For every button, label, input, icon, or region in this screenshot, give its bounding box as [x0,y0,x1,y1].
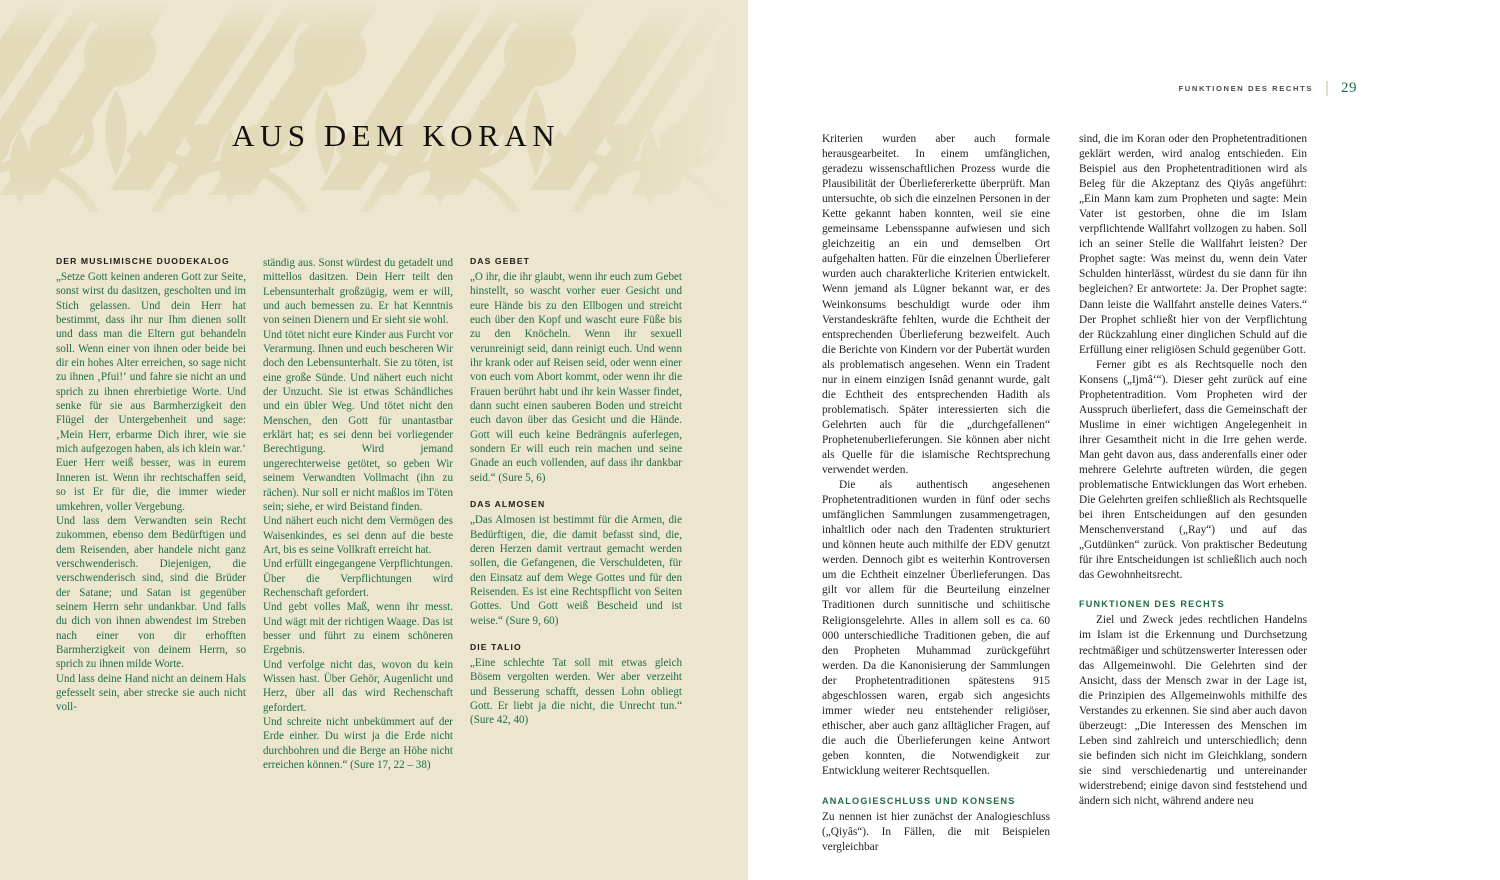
quran-paragraph: Und lass deine Hand nicht an deinem Hals gefesselt sein, aber strecke sie auch nicht voll- [56,672,246,714]
left-column-2 [263,256,453,776]
right-page-columns [822,132,1307,854]
body-paragraph: Ferner gibt es als Rechtsquelle noch den Konsens („Ijmâ‘“). Dieser geht zurück auf eine Prophetentradition. Vom Propheten wird der Ausspruch überliefert, dass die Gemeinschaft der Muslime in einer wichtigen Angelegenheit in ihrer Gesamtheit nicht in die Irre gehen werde. Man geht davon aus, dass anderenfalls einer oder mehrere Gelehrte auftreten würden, die gegen problematische Entwicklungen das Wort erheben. Die Gelehrten greifen schließlich als Rechtsquelle bei ihren Entscheidungen auf den gesunden Menschenverstand („Ray“) und auf das „Gutdünken“ zurück. Von praktischer Bedeutung für ihre Entscheidungen ist schließlich auch noch das Gewohnheitsrecht. [1079,358,1307,582]
quran-paragraph: Und erfüllt eingegangene Verpflichtungen. Über die Verpflichtungen wird Rechenschaft gefordert. [263,558,453,599]
left-page [0,0,748,880]
left-column-3 [470,256,682,776]
quran-paragraph: Und gebt volles Maß, wenn ihr messt. Und wägt mit der richtigen Waage. Das ist besser und führt zu einem schöneren Ergebnis. [263,601,453,657]
quran-paragraph: Und tötet nicht eure Kinder aus Furcht vor Verarmung. Ihnen und euch bescheren Wir doch den Lebensunterhalt. Sie zu töten, ist eine große Sünde. Und nähert euch nicht der Unzucht. Sie ist etwas Schändliches und ein übler Weg. Und tötet nicht den Menschen, den Gott für unantastbar erklärt hat; es sei denn bei vorliegender Berechtigung. Wird jemand ungerechterweise getötet, so geben Wir seinem Verwandten Vollmacht (ihn zu rächen). Nur soll er nicht maßlos im Töten sein; siehe, er wird Beistand finden. [263,328,453,513]
section-heading-duodekalog: DER MUSLIMISCHE DUODEKALOG [56,256,230,266]
quran-paragraph: „Eine schlechte Tat soll mit etwas gleich Bösem vergolten werden. Wer aber verzeiht und Besserung schafft, dessen Lohn obliegt Gott. Er liebt ja die nicht, die Unrecht tun.“ (Sure 42, 40) [470,656,682,727]
section-heading-analogieschluss: ANALOGIESCHLUSS UND KONSENS [822,796,1016,807]
quran-paragraph: Und nähert euch nicht dem Vermögen des Waisenkindes, es sei denn auf die beste Art, bis es seine Vollkraft erreicht hat. [263,515,453,556]
section-heading-talio: DIE TALIO [470,641,522,652]
quran-paragraph: „Setze Gott keinen anderen Gott zur Seite, sonst wirst du dasitzen, gescholten und im Stich gelassen. Und dein Herr hat bestimmt, dass ihr nur Ihm dienen sollt und dass man die Eltern gut behandeln soll. Wenn einer von ihnen oder beide bei dir ein hohes Alter erreichen, so sage nicht zu ihnen ‚Pfui!‘ und fahre sie nicht an und sprich zu ihnen ehrerbietige Worte. Und senke für sie aus Barmherzigkeit den Flügel der Untergebenheit und sage: ‚Mein Herr, erbarme Dich ihrer, wie sie mich aufgezogen haben, als ich klein war.‘ Euer Herr weiß besser, was in eurem Inneren ist. Wenn ihr rechtschaffen seid, so ist Er für die, die immer wieder umkehren, voller Vergebung. [56,271,246,513]
body-paragraph: Kriterien wurden aber auch formale herausgearbeitet. In einem umfänglichen, geradezu wissenschaftlichen Prozess wurde die Plausibilität der Überliefererkette überprüft. Man untersuchte, ob sich die einzelnen Personen in der Kette gekannt haben konnten, weil sie eine gemeinsame Lebensspanne aufwiesen und sich gleichzeitig an ein und demselben Ort aufgehalten hatten. Für die einzelnen Überlieferer wurden auch charakterliche Kriterien entwickelt. Wenn jemand als Lügner bekannt war, er des Weinkonsums beschuldigt wurde oder ihm Verstandeskräfte fehlten, wurde die Echtheit der entsprechenden Überlieferung bezweifelt. Auch die Berichte von Kindern vor der Pubertät wurden als problematisch angesehen. Wenn ein Tradent nur in einem einzigen Isnâd genannt wurde, galt die Echtheit des entsprechenden Hadith als problematisch. Später interessierten sich die Gelehrten auch für die „durchgefallenen“ Prophetenuberlieferungen. Sie können aber nicht als Quelle für die islamische Rechtsprechung verwendet werden. [822,133,1050,477]
body-paragraph: Die als authentisch angesehenen Prophetentraditionen wurden in fünf oder sechs umfänglichen Sammlungen zusammengetragen, inhaltlich oder nach den Tradenten strukturiert und können heute auch mithilfe der EDV genutzt werden. Dennoch gibt es weiterhin Kontroversen um die Echtheit einzelner Überlieferungen. Das gilt vor allem für die Beurteilung einzelner Traditionen durch sunnitische und schiitische Religionsgelehrte. Alles in allem soll es ca. 60 000 unterschiedliche Traditionen geben, die auf den Propheten Muhammad zurückgeführt werden. Da die Kanonisierung der Sammlungen der Prophetentraditionen spätestens 915 abgeschlossen waren, ergab sich angesichts immer wieder neu entstehender religiöser, ethischer, aber auch ganz alltäglicher Fragen, auf die auch die Überlieferungen keine Antwort geben konnten, die Notwendigkeit zur Entwicklung weiterer Rechtsquellen. [822,479,1050,777]
left-column-1 [56,256,246,776]
body-paragraph: sind, die im Koran oder den Prophetentraditionen geklärt werden, wird analog entschieden. Ein Beispiel aus den Prophetentraditionen wird als Beleg für die Akzeptanz des Qiyâs angeführt: „Ein Mann kam zum Propheten und sagte: Mein Vater ist gestorben, ohne die im Islam verpflichtende Wallfahrt vollzogen zu haben. Soll ich an seiner Stelle die Wallfahrt leisten? Der Prophet sagte: Was meinst du, wenn dein Vater Schulden hinterlässt, würdest du sie dann für ihn begleichen? Er antwortete: Ja. Der Prophet sagte: Dann leiste die Wallfahrt anstelle deines Vaters.“ Der Prophet schließt hier von der Verpflichtung der Rückzahlung einer dinglichen Schuld auf die Erfüllung einer religiösen Schuld gegenüber Gott. [1079,133,1307,356]
section-heading-funktionen: FUNKTIONEN DES RECHTS [1079,599,1225,610]
section-heading-gebet: DAS GEBET [470,256,531,266]
body-paragraph: Ziel und Zweck jedes rechtlichen Handelns im Islam ist die Erkennung und Durchsetzung rechtmäßiger und schützenswerter Interessen oder das Allgemeinwohl. Die Gelehrten sind der Ansicht, dass der Mensch zwar in der Lage ist, die Prinzipien des Allgemeinwohls mithilfe des Verstandes zu erkennen. Sie sind aber auch davon überzeugt: „Die Interessen des Menschen im Leben sind zahlreich und unterschiedlich; denn sie befinden sich nicht im Gleichklang, sondern sie sind verschiedenartig und untereinander widerstrebend; einige davon sind feststehend und ändern sich nicht, während andere neu [1079,614,1307,807]
quran-paragraph: „Das Almosen ist bestimmt für die Armen, die Bedürftigen, die, die damit befasst sind, die, deren Herzen damit vertraut gemacht werden sollen, die Gefangenen, die Verschuldeten, für den Einsatz auf dem Wege Gottes und für den Reisenden. Es ist eine Rechtspflicht von Seiten Gottes. Und Gott weiß Bescheid und ist weise.“ (Sure 9, 60) [470,514,682,627]
right-column-2 [1079,132,1307,807]
page-title: AUS DEM KORAN [232,118,561,153]
page-number: 29 [1341,80,1357,96]
running-head-divider [1326,81,1328,96]
right-column-1 [822,132,1050,854]
quran-paragraph: ständig aus. Sonst würdest du getadelt und mittellos dasitzen. Dein Herr teilt den Lebensunterhalt großzügig, wem er will, und auch bemessen zu. Er hat Kenntnis von seinen Dienern und Er sieht sie wohl. [263,257,453,327]
running-head [1157,80,1357,97]
quran-paragraph: Und schreite nicht unbekümmert auf der Erde einher. Du wirst ja die Erde nicht durchbohren und die Berge an Höhe nicht erreichen können.“ (Sure 17, 22 – 38) [263,716,453,772]
left-page-columns [56,256,684,776]
section-heading-almosen: DAS ALMOSEN [470,499,546,510]
quran-paragraph: Und lass dem Verwandten sein Recht zukommen, ebenso dem Bedürftigen und dem Reisenden, aber handele nicht ganz verschwenderisch. Diejenigen, die verschwenderisch sind, sind die Brüder der Satane; und Satan ist gegenüber seinem Herrn sehr undankbar. Und falls du dich von ihnen abwendest im Streben nach einer von dir erhofften Barmherzigkeit von deinem Herrn, so sprich zu ihnen milde Worte. [56,514,246,671]
quran-paragraph: Und verfolge nicht das, wovon du kein Wissen hast. Über Gehör, Augenlicht und Herz, über all das wird Rechenschaft gefordert. [263,658,453,714]
body-paragraph: Zu nennen ist hier zunächst der Analogieschluss („Qiyâs“). In Fällen, die mit Beispielen vergleichbar [822,811,1050,854]
running-head-title: FUNKTIONEN DES RECHTS [1178,84,1313,93]
quran-paragraph: „O ihr, die ihr glaubt, wenn ihr euch zum Gebet hinstellt, so wascht vorher euer Gesicht und eure Hände bis zu den Ellbogen und streicht euch über den Kopf und wascht eure Füße bis zu den Knöcheln. Wenn ihr sexuell verunreinigt seid, dann reinigt euch. Und wenn ihr krank oder auf Reisen seid, oder wenn einer von euch vom Abort kommt, oder wenn ihr die Frauen berührt habt und ihr kein Wasser findet, dann sucht einen sauberen Boden und streicht euch davon über das Gesicht und die Hände. Gott will euch keine Bedrängnis auferlegen, sondern Er will euch rein machen und seine Gnade an euch vollenden, auf dass ihr dankbar seid.“ (Sure 5, 6) [470,271,682,484]
